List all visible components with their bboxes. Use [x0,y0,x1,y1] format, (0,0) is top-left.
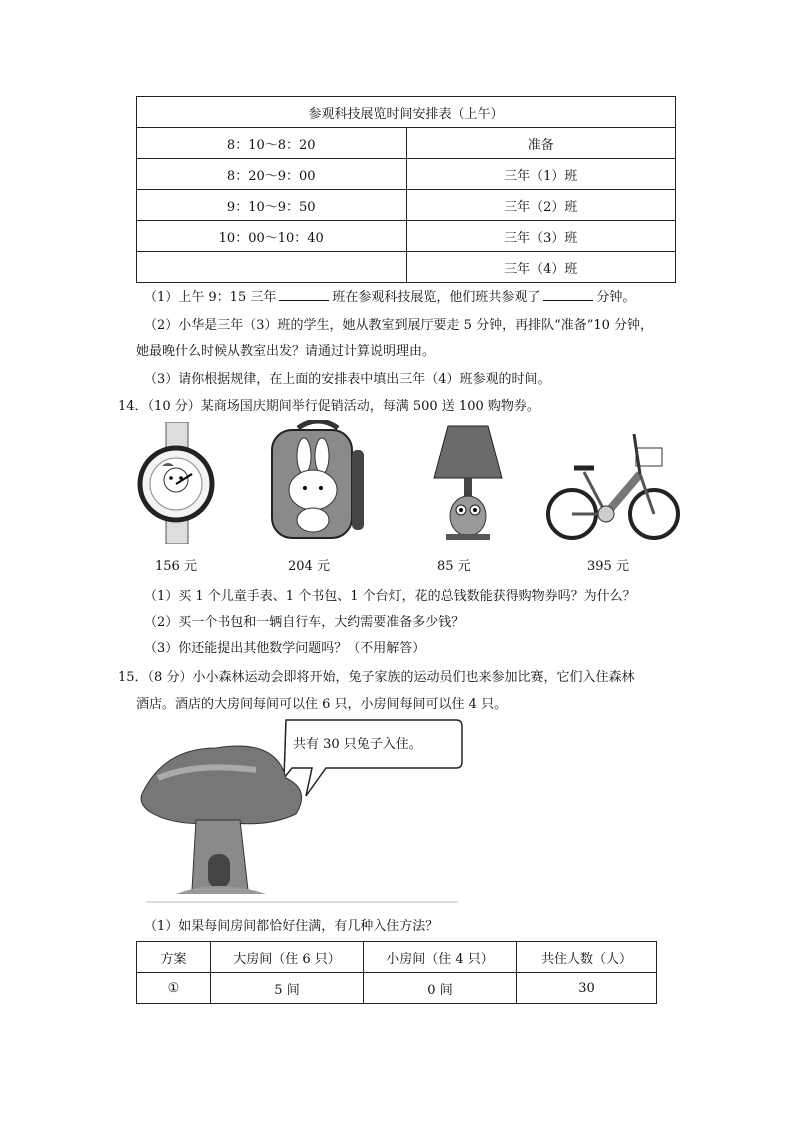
schedule-group: 准备 [406,128,676,159]
bicycle-image [544,422,686,546]
q15-title-line2: 酒店。酒店的大房间每间可以住 6 只，小房间每间可以住 4 只。 [136,697,508,712]
schedule-time: 8：10～8：20 [137,128,407,159]
schedule-time: 9：10～9：50 [137,190,407,221]
table-header: 共住人数（人） [517,942,657,973]
schedule-title: 参观科技展览时间安排表（上午） [137,97,676,128]
table-header: 方案 [137,942,211,973]
q14-part1: （1）买 1 个儿童手表、1 个书包、1 个台灯，花的总钱数能获得购物券吗？为什么？ [144,589,636,604]
schedule-time-blank[interactable] [137,252,407,283]
bicycle-price: 395 元 [587,559,629,574]
schedule-group: 三年（3）班 [406,221,676,252]
answer-blank[interactable] [543,288,593,301]
answer-blank[interactable] [279,288,329,301]
table-row [137,252,676,283]
table-row [137,128,676,159]
lamp-price: 85 元 [437,559,471,574]
watch-price: 156 元 [155,559,197,574]
table-row [137,190,676,221]
q13-part1-a: （1）上午 9：15 三年 [144,290,277,305]
table-cell: 30 [517,973,657,1004]
table-cell: 0 间 [364,973,517,1004]
q14-title: 14．（10 分）某商场国庆期间举行促销活动，每满 500 送 100 购物券。 [118,399,540,414]
schedule-group: 三年（1）班 [406,159,676,190]
schedule-table [136,96,676,283]
table-row [137,973,657,1004]
q13-part1 [144,286,635,305]
schedule-time: 10：00～10：40 [137,221,407,252]
q14-part3: （3）你还能提出其他数学问题吗？（不用解答） [144,641,426,656]
table-row [137,221,676,252]
q13-part1-b: 班在参观科技展览，他们班共参观了 [332,290,541,305]
table-cell: ① [137,973,211,1004]
table-cell: 5 间 [211,973,364,1004]
speech-bubble-text: 共有 30 只兔子入住。 [293,737,422,752]
room-plan-table [136,941,657,1004]
table-row [137,159,676,190]
lamp-image [430,422,506,542]
q13-part1-c: 分钟。 [596,290,636,305]
q15-part1: （1）如果每间房间都恰好住满，有几种入住方法？ [144,919,439,934]
schedule-group: 三年（2）班 [406,190,676,221]
q13-part2-line2: 她最晚什么时候从教室出发？请通过计算说明理由。 [136,344,436,359]
schedule-time: 8：20～9：00 [137,159,407,190]
q13-part3: （3）请你根据规律，在上面的安排表中填出三年（4）班参观的时间。 [144,372,551,387]
watch-image [136,422,218,544]
q15-title-line1: 15．（8 分）小小森林运动会即将开始，兔子家族的运动员们也来参加比赛，它们入住森林 [118,670,635,685]
table-header-row [137,942,657,973]
backpack-image [268,420,368,544]
table-header: 大房间（住 6 只） [211,942,364,973]
table-header: 小房间（住 4 只） [364,942,517,973]
q13-part2-line1: （2）小华是三年（3）班的学生，她从教室到展厅要走 5 分钟，再排队“准备”10 分钟， [144,318,654,333]
schedule-title-row [137,97,676,128]
q14-part2: （2）买一个书包和一辆自行车，大约需要准备多少钱？ [144,615,465,630]
backpack-price: 204 元 [288,559,330,574]
schedule-group: 三年（4）班 [406,252,676,283]
